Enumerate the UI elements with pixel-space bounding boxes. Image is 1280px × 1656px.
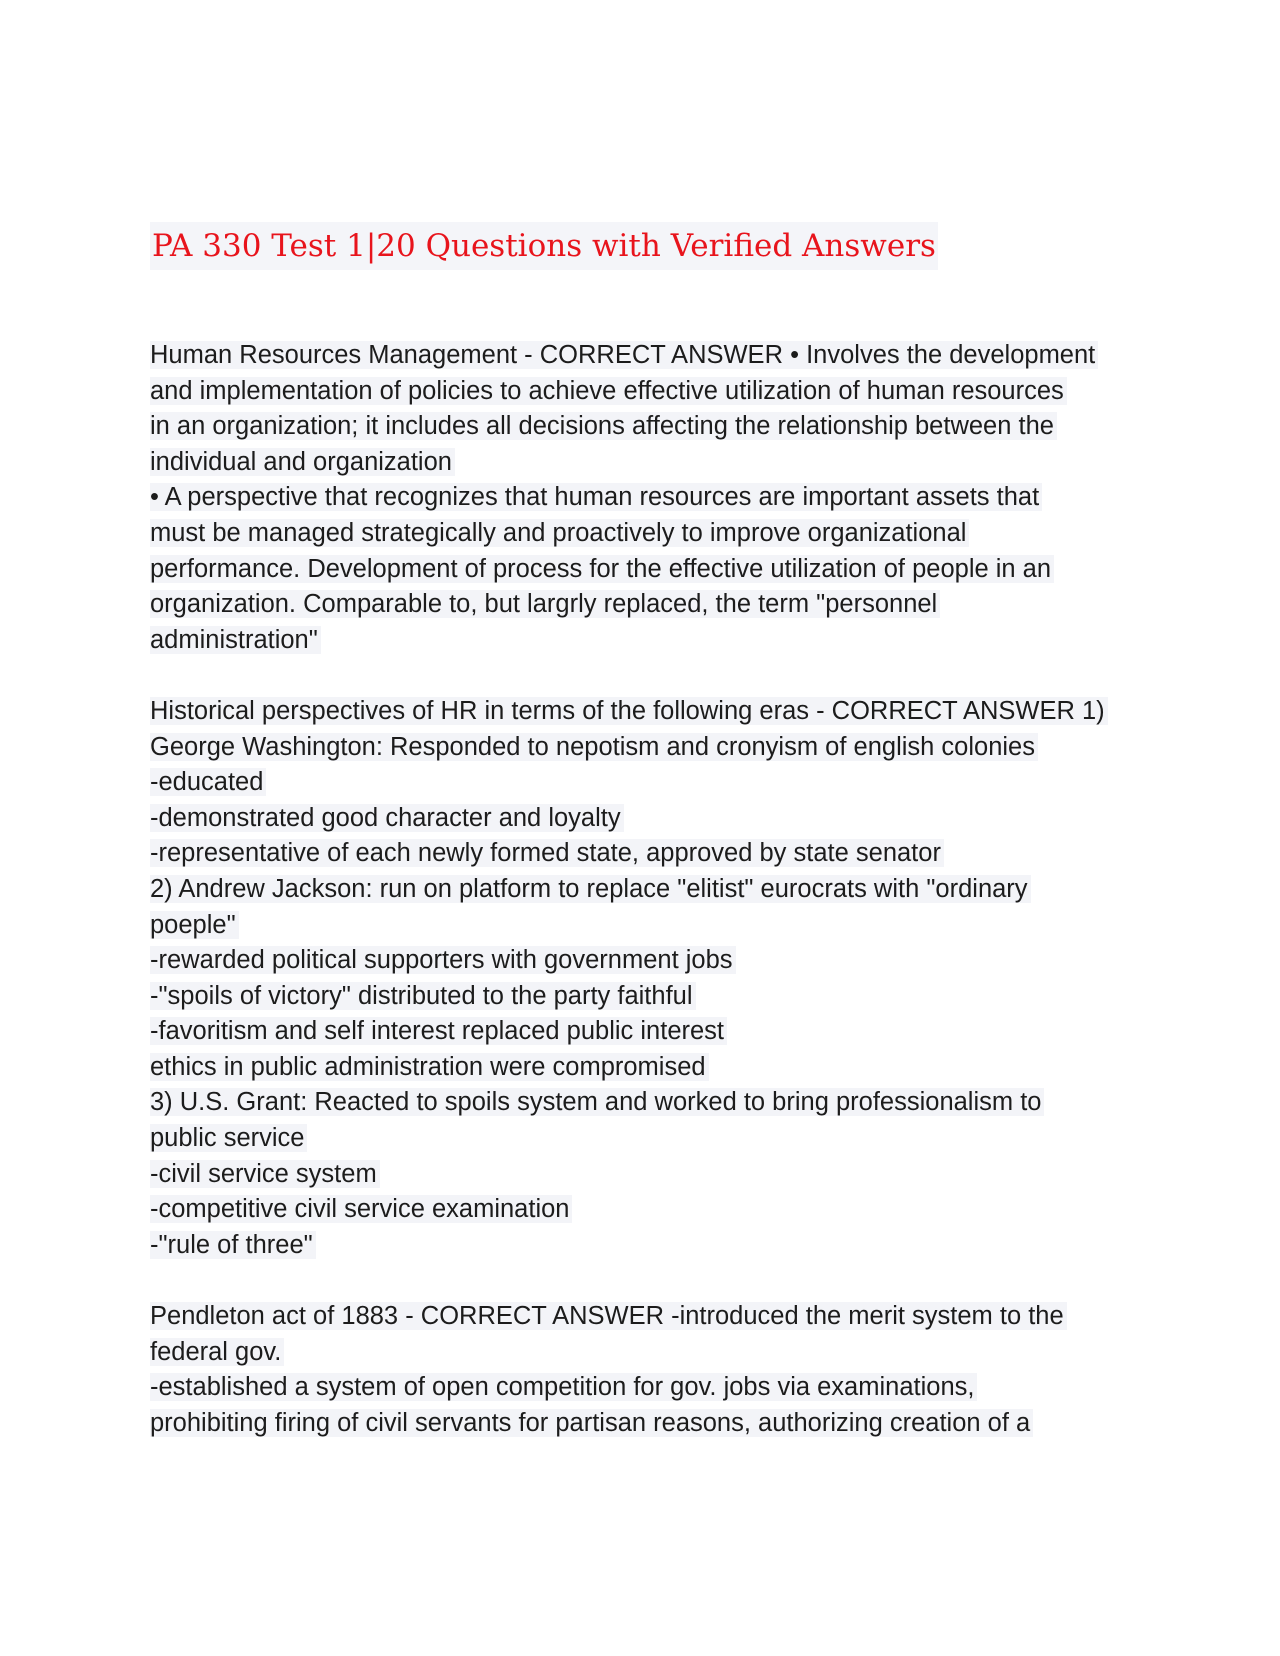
- text-line: [150, 872, 1150, 908]
- text-line-content: organization. Comparable to, but largrly replaced, the term "personnel: [150, 590, 940, 618]
- text-line: [150, 908, 1150, 944]
- text-line-content: must be managed strategically and proactively to improve organizational: [150, 519, 969, 547]
- text-line-content: federal gov.: [150, 1338, 284, 1366]
- text-line: [150, 730, 1150, 766]
- document-body: [150, 338, 1150, 1441]
- text-line-content: • A perspective that recognizes that human resources are important assets that: [150, 483, 1042, 511]
- text-line-content: and implementation of policies to achieve effective utilization of human resources: [150, 377, 1067, 405]
- text-line-content: -representative of each newly formed state, approved by state senator: [150, 839, 944, 867]
- text-line: [150, 1370, 1150, 1406]
- text-line-content: Historical perspectives of HR in terms of the following eras - CORRECT ANSWER 1): [150, 697, 1108, 725]
- text-line: [150, 1157, 1150, 1193]
- text-line-content: -competitive civil service examination: [150, 1195, 572, 1223]
- text-line: [150, 836, 1150, 872]
- text-line: [150, 1121, 1150, 1157]
- text-line-content: individual and organization: [150, 448, 455, 476]
- text-line-content: ethics in public administration were compromised: [150, 1053, 709, 1081]
- text-line-content: -favoritism and self interest replaced public interest: [150, 1017, 727, 1045]
- text-line: [150, 1192, 1150, 1228]
- text-line-content: 3) U.S. Grant: Reacted to spoils system and worked to bring professionalism to: [150, 1088, 1044, 1116]
- text-line-content: 2) Andrew Jackson: run on platform to replace "elitist" eurocrats with "ordinary: [150, 875, 1031, 903]
- paragraph-gap: [150, 1263, 1150, 1299]
- text-line-content: George Washington: Responded to nepotism and cronyism of english colonies: [150, 733, 1038, 761]
- text-line: [150, 801, 1150, 837]
- text-line-content: prohibiting firing of civil servants for partisan reasons, authorizing creation of a: [150, 1409, 1033, 1437]
- text-line-content: poeple": [150, 911, 239, 939]
- text-line: [150, 1299, 1150, 1335]
- text-line-content: -"rule of three": [150, 1231, 316, 1259]
- text-line-content: performance. Development of process for the effective utilization of people in an: [150, 555, 1054, 583]
- paragraph-gap: [150, 658, 1150, 694]
- text-line: [150, 445, 1150, 481]
- text-line-content: administration": [150, 626, 321, 654]
- text-line: [150, 1228, 1150, 1264]
- text-line-content: Human Resources Management - CORRECT ANSWER • Involves the development: [150, 341, 1098, 369]
- text-line: [150, 1014, 1150, 1050]
- text-line: [150, 516, 1150, 552]
- text-line: [150, 587, 1150, 623]
- text-line: [150, 765, 1150, 801]
- text-line: [150, 552, 1150, 588]
- text-line: [150, 943, 1150, 979]
- text-line: [150, 338, 1150, 374]
- text-line: [150, 979, 1150, 1015]
- text-line-content: public service: [150, 1124, 307, 1152]
- text-line-content: Pendleton act of 1883 - CORRECT ANSWER -introduced the merit system to the: [150, 1302, 1067, 1330]
- text-line: [150, 1050, 1150, 1086]
- text-line-content: -"spoils of victory" distributed to the party faithful: [150, 982, 696, 1010]
- text-line-content: -civil service system: [150, 1160, 380, 1188]
- text-line-content: -established a system of open competition for gov. jobs via examinations,: [150, 1373, 977, 1401]
- text-line: [150, 1085, 1150, 1121]
- text-line: [150, 1406, 1150, 1442]
- document-title: PA 330 Test 1|20 Questions with Verified Answers: [150, 222, 938, 270]
- text-line: [150, 374, 1150, 410]
- text-line-content: -demonstrated good character and loyalty: [150, 804, 624, 832]
- text-line: [150, 623, 1150, 659]
- text-line-content: -rewarded political supporters with government jobs: [150, 946, 736, 974]
- text-line-content: -educated: [150, 768, 266, 796]
- text-line: [150, 409, 1150, 445]
- text-line-content: in an organization; it includes all decisions affecting the relationship between the: [150, 412, 1057, 440]
- text-line: [150, 694, 1150, 730]
- text-line: [150, 1335, 1150, 1371]
- text-line: [150, 480, 1150, 516]
